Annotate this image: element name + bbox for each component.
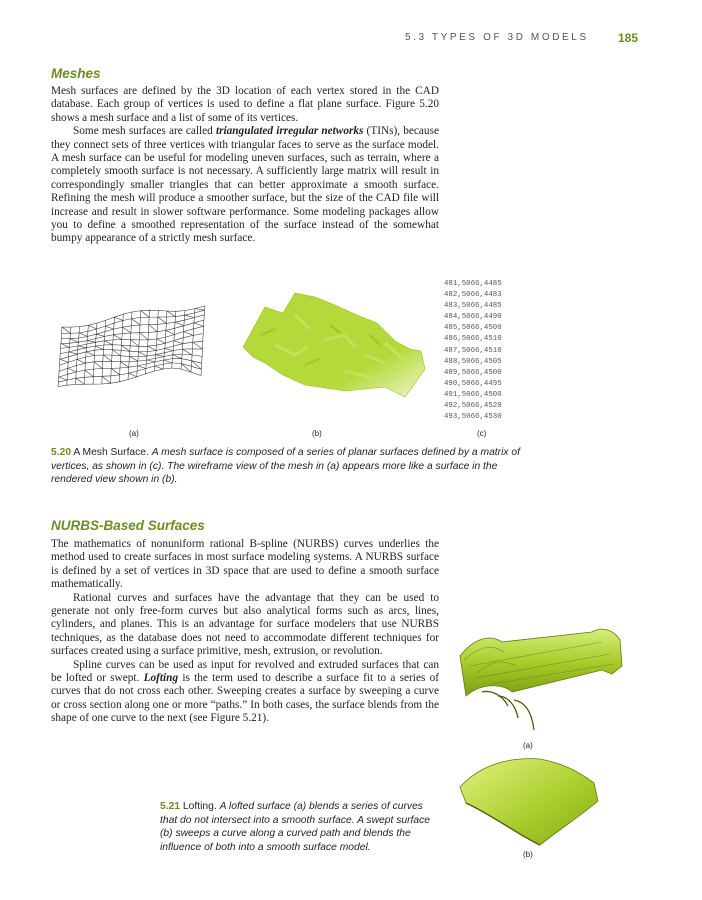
figure-5-21-number: 5.21 [160,801,181,812]
figure-5-20-label-c: (c) [477,429,487,438]
meshes-heading: Meshes [51,66,101,81]
vertex-row: 483,5066,4485 [444,302,502,311]
vertex-row: 493,5066,4530 [444,413,502,422]
figure-5-20-title: A Mesh Surface. [73,447,149,458]
meshes-paragraph-2: Some mesh surfaces are called triangulated irregular networks (TINs), because they connect sets of three vertices with triangular faces to serve as the surface model. A mesh surface can be useful for modeling uneven surfaces, such as terrain, where a completely smooth surface is not necessary. A sufficiently large matrix will result in correspondingly smaller triangles that can better approximate a smooth surface. Refining the mesh will produce a smoother surface, but the size of the CAD file will increase and result in slower software performance. Some modeling packages allow you to define a smoothed representation of the surface instead of the somewhat bumpy appearance of a strictly mesh surface. [51,125,439,245]
tin-term: triangulated irregular networks [215,125,364,138]
figure-5-21-label-b: (b) [523,850,533,859]
figure-5-20-caption [51,446,521,487]
figure-5-21-label-a: (a) [523,741,533,750]
figure-5-20-description: A mesh surface is composed of a series of planar surfaces defined by a matrix of vertices, as shown in (c). The wireframe view of the mesh in (a) appears more like a surface in the rendered view shown in (b). [51,447,520,486]
vertex-row: 485,5066,4500 [444,324,502,333]
figure-5-21-description: A lofted surface (a) blends a series of curves that do not intersect into a smooth surface. A swept surface (b) sweeps a curve along a curved path and blends the influence of both into a smooth surface model. [160,801,430,853]
vertex-row: 482,5066,4483 [444,291,502,300]
vertex-row: 484,5066,4490 [444,313,502,322]
swept-surface-figure [452,757,612,847]
vertex-row: 489,5066,4500 [444,368,502,377]
figure-5-20-label-a: (a) [129,429,139,438]
nurbs-paragraph-2: Rational curves and surfaces have the advantage that they can be used to generate not only free-form curves but also analytical forms such as arcs, lines, cylinders, and planes. This is an advantage for surface modelers that use NURBS techniques, as the database does not need to accommodate different techniques for surfaces created using a surface primitive, mesh, extrusion, or revolution. [51,591,439,658]
nurbs-paragraph-1: The mathematics of nonuniform rational B-spline (NURBS) curves underlies the method used to create surfaces in most surface modeling systems. A NURBS surface is defined by a set of vertices in 3D space that are used to define a smooth surface mathematically. [51,538,439,591]
lofting-term: Lofting [143,672,179,685]
rendered-mesh-figure [235,285,430,405]
page-number: 185 [618,31,639,45]
wireframe-mesh-lines [58,306,205,387]
nurbs-paragraph-3: Spline curves can be used as input for revolved and extruded surfaces that can be lofted or swept. Lofting is the term used to describe a surface fit to a series of curves that do not cross each other. Sweeping creates a surface by sweeping a curve or cross section along one or more “paths.” In both cases, the surface blends from the shape of one curve to the next (see Figure 5.21). [51,658,440,725]
vertex-row: 490,5066,4495 [444,379,502,388]
figure-5-20-number: 5.20 [51,447,72,458]
meshes-body [51,85,439,246]
vertex-row: 487,5066,4510 [444,346,502,355]
vertex-row: 491,5066,4500 [444,390,502,399]
figure-5-20-label-b: (b) [312,429,322,438]
vertex-list [444,279,502,423]
nurbs-heading: NURBS-Based Surfaces [51,518,205,533]
vertex-row: 481,5066,4485 [444,280,502,288]
vertex-row: 486,5066,4510 [444,335,502,344]
nurbs-body [51,538,439,726]
figure-5-21-title: Lofting. [182,801,217,812]
figure-5-21-caption [160,800,442,854]
running-head: 5.3 TYPES OF 3D MODELS [405,32,589,43]
meshes-paragraph-1: Mesh surfaces are defined by the 3D location of each vertex stored in the CAD database. Each group of vertices is used to define a flat plane surface. Figure 5.20 shows a mesh surface and a list of some of its vertices. [51,85,439,124]
vertex-row: 488,5066,4505 [444,357,502,366]
vertex-row: 492,5066,4520 [444,402,502,411]
lofted-surface-figure [452,626,632,736]
wireframe-mesh-figure [48,295,218,405]
